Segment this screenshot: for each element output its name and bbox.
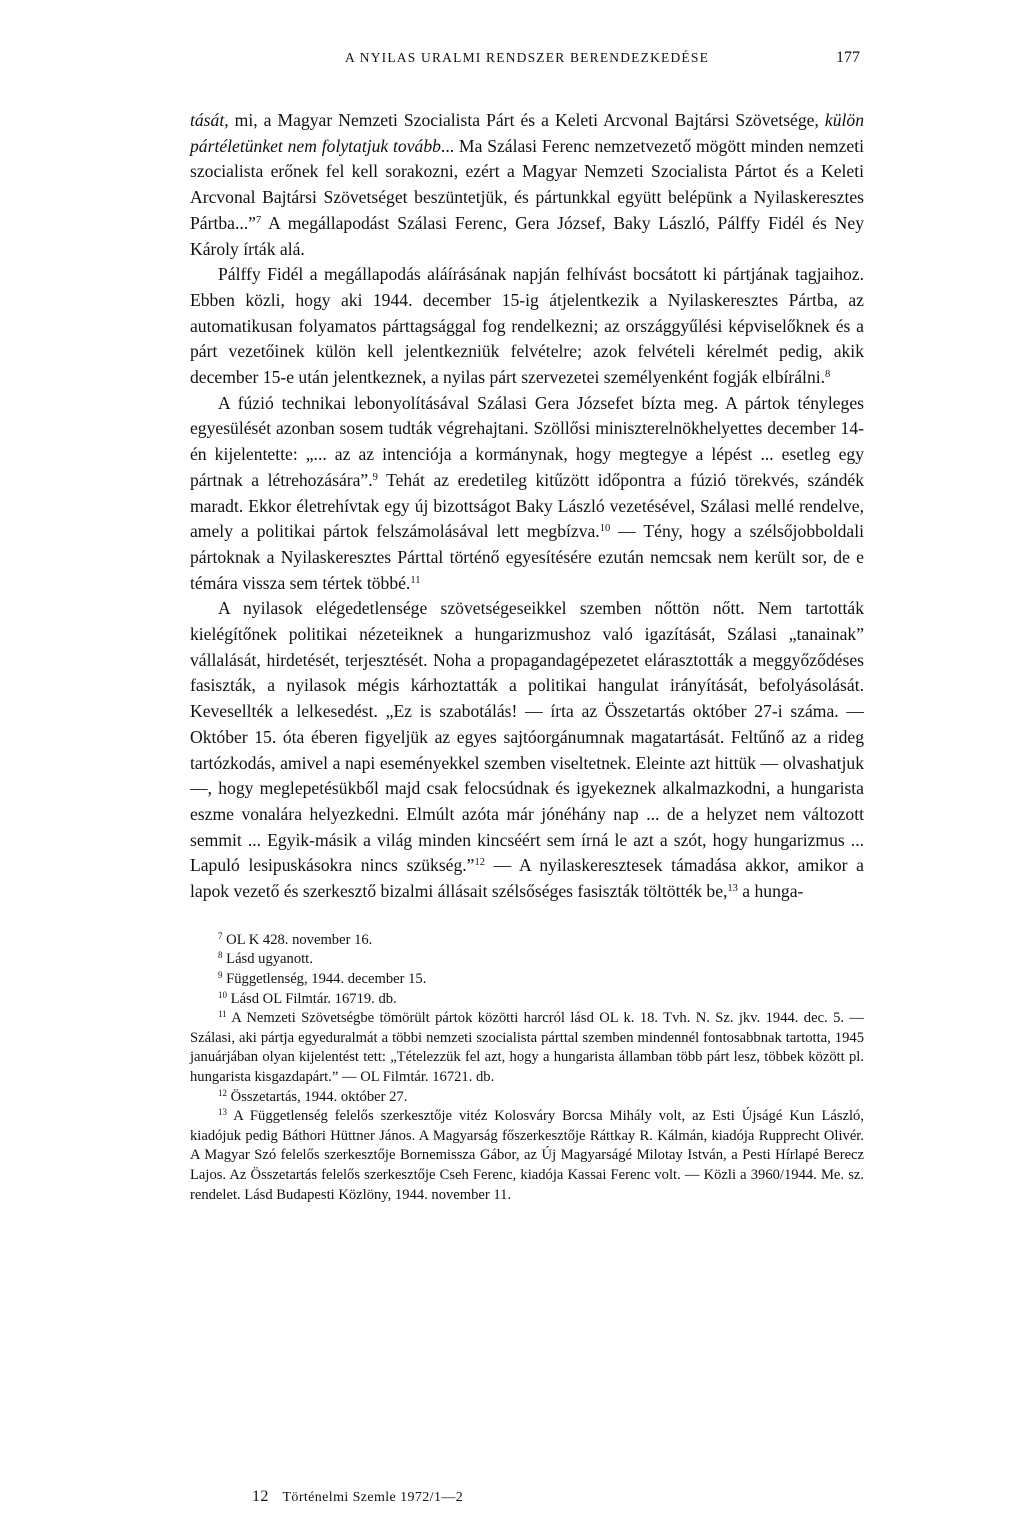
footnotes — [190, 931, 864, 1205]
body-text — [190, 108, 864, 905]
footnote — [190, 1088, 864, 1108]
text-segment: A fúzió technikai lebonyolításával Szálasi Gera Józsefet bízta meg. A pártok tényleges egyesülését azonban sosem tudták végrehajtani. Szöllősi miniszterelnökhelyettes december 14-én kijelentette: „... az az intenciója a kormánynak, hogy megtegye a lépést ... esetleg egy pártnak a létrehozására”. — [190, 392, 864, 490]
paragraph — [190, 262, 864, 391]
footnote — [190, 931, 864, 951]
footnote-ref: 7 — [255, 214, 262, 226]
text-segment: — Tény, hogy a szélsőjobboldali pártoknak a Nyilaskeresztes Párttal történő egyesítésére ezután nemcsak nem került sor, de e témára vissza sem tértek többé. — [190, 521, 865, 593]
footnote-number: 10 — [218, 989, 227, 1000]
footnote-ref: 8 — [825, 369, 831, 381]
text-segment: a hunga- — [737, 881, 804, 902]
paragraph — [190, 391, 864, 597]
footnote-number: 11 — [218, 1009, 227, 1020]
footnote-number: 13 — [218, 1107, 227, 1118]
footnote — [190, 990, 864, 1010]
footnote-ref: 13 — [727, 883, 738, 895]
footnote — [190, 970, 864, 990]
signature-line — [252, 1488, 463, 1506]
footnote-number: 8 — [218, 950, 223, 961]
text-segment: A nyilasok elégedetlensége szövetségeseikkel szemben nőttön nőtt. Nem tartották kielégítőnek politikai nézeteiknek a hungarizmushoz való igazítását, Szálasi „tanainak” vállalását, hirdetését, terjesztését. Noha a propagandagépezetet elárasztották a meggyőződéses fasiszták, a nyilasok mégis kárhoztatták a politikai hangulat irányítását, befolyásolását. Kevesellték a lelkesedést. „Ez is szabotálás! — írta az Összetartás október 27-i száma. — Október 15. óta éberen figyeljük az egyes sajtóorgánumnak magatartását. Feltűnő az a rideg tartózkodás, amivel a napi eseményekkel szemben viseltetnek. Eleinte azt hittük — olvashatjuk —, hogy meglepetésükből majd csak felocsúdnak és igyekeznek alkalmazkodni, a hungarista eszme vonalára helyezkedni. Elmúlt azóta már jónéhány nap ... de a helyzet nem változott semmit ... Egyik-másik a világ minden kincséért sem írná le azt a szót, hogy hungarizmus ... Lapuló lesipuskásokra nincs szükség.” — [190, 598, 864, 876]
signature-number: 12 — [252, 1488, 269, 1505]
footnote-text: OL K 428. november 16. — [222, 931, 373, 948]
footnote-text: Függetlenség, 1944. december 15. — [222, 970, 427, 987]
footnote-ref: 9 — [372, 471, 378, 483]
text-segment: tását, — [190, 110, 229, 130]
footnote-text: Lásd ugyanott. — [222, 951, 313, 968]
running-head — [190, 50, 864, 74]
page-number: 177 — [836, 49, 860, 66]
text-segment: mi, a Magyar Nemzeti Szocialista Párt és a Keleti Arcvonal Bajtársi Szövetsége, — [228, 110, 825, 130]
footnote-number: 7 — [218, 930, 223, 941]
footnote — [190, 1107, 864, 1205]
footnote-ref: 12 — [474, 857, 485, 869]
footnote — [190, 1009, 864, 1087]
footnote-number: 9 — [218, 969, 223, 980]
signature-text: Történelmi Szemle 1972/1—2 — [282, 1490, 464, 1505]
footnote-ref: 11 — [410, 574, 421, 586]
text-segment: külön pártéletünket nem folytatjuk tovább — [190, 110, 864, 156]
text-segment: ... Ma Szálasi Ferenc nemzetvezető mögött minden nemzeti szocialista erőnek fel kell sorakozni, ezért a Magyar Nemzeti Szocialista Pártot és a Keleti Arcvonal Bajtársi Szövetséget beszüntetjük, és pártunkkal együtt belépünk a Nyilaskeresztes Pártba...” — [190, 135, 864, 233]
footnote-text: Lásd OL Filmtár. 16719. db. — [227, 990, 397, 1007]
text-segment: Tehát az eredetileg kitűzött időpontra a fúzió törekvés, szándék maradt. Ekkor életrehívtak egy új bizottságot Baky László vezetésével, Szálasi mellé rendelve, amely a politikai pártok felszámolásával lett megbízva. — [190, 469, 864, 542]
footnote-text: Összetartás, 1944. október 27. — [227, 1088, 408, 1105]
running-title: A NYILAS URALMI RENDSZER BERENDEZKEDÉSE — [344, 50, 710, 65]
footnote-text: A Nemzeti Szövetségbe tömörült pártok közötti harcról lásd OL k. 18. Tvh. N. Sz. jkv. 1944. dec. 5. — Szálasi, aki pártja egyeduralmát a többi nemzeti szocialista párttal szemben mindennél fontosabbnak tartotta, 1945 januárjában olyan kijelentést tett: „Tételezzük fel azt, hogy a hungarista államban több párt lesz, többek között pl. hungarista kisgazdapárt.” — OL Filmtár. 16721. db. — [190, 1010, 864, 1085]
paragraph — [190, 108, 864, 262]
footnote-text: A Függetlenség felelős szerkesztője vitéz Kolosváry Borcsa Mihály volt, az Esti Újságé Kun László, kiadójuk pedig Báthori Hüttner János. A Magyarság főszerkesztője Ráttkay R. Kálmán, kiadója Rupprecht Olivér. A Magyar Szó felelős szerkesztője Bornemissza Gábor, az Új Magyarságé Milotay István, a Pesti Hírlapé Berecz Lajos. Az Összetartás felelős szerkesztője Cseh Ferenc, kiadója Kassai Ferenc volt. — Közli a 3960/1944. Me. sz. rendelet. Lásd Budapesti Közlöny, 1944. november 11. — [190, 1108, 864, 1203]
text-segment: Pálffy Fidél a megállapodás aláírásának napján felhívást bocsátott ki pártjának tagjaihoz. Ebben közli, hogy aki 1944. december 15-ig átjelentkezik a Nyilaskeresztes Pártba, az automatikusan folyamatos párttagsággal fog rendelkezni; az országgyűlési képviselőknek és a párt vezetőinek külön kell jelentkezniük felvételre; azok felvételi kérelmét pedig, akik december 15-e után jelentkeznek, a nyilas párt szervezetei személyenként fogják elbírálni. — [190, 264, 864, 388]
footnote — [190, 950, 864, 970]
paragraph — [190, 596, 864, 904]
text-segment: — A nyilaskeresztesek támadása akkor, amikor a lapok vezető és szerkesztő bizalmi állásait szélsőséges fasiszták töltötték be, — [190, 855, 864, 902]
text-segment: A megállapodást Szálasi Ferenc, Gera József, Baky László, Pálffy Fidél és Ney Károly írták alá. — [190, 212, 864, 259]
footnote-number: 12 — [218, 1087, 227, 1098]
footnote-ref: 10 — [599, 523, 611, 535]
